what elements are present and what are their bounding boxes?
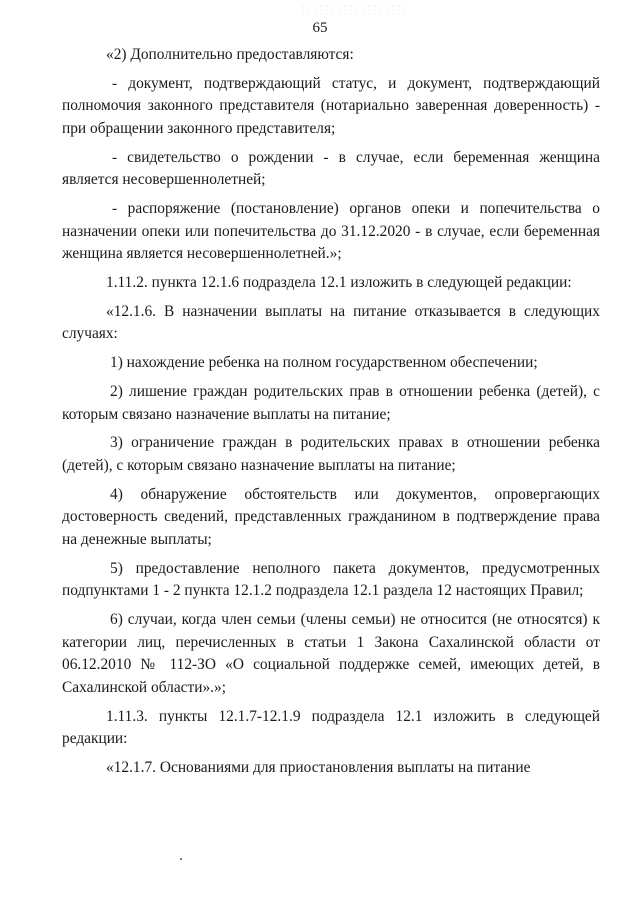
scan-speck — [180, 858, 182, 860]
list-item-3: 3) ограничение граждан в родительских правах в отношении ребенка (детей), с которым связано назначение выплаты на питание; — [62, 434, 600, 474]
paragraph-clause-1-11-3: 1.11.3. пункты 12.1.7-12.1.9 подраздела 12.1 изложить в следующей редакции: — [62, 707, 600, 748]
page-number: 65 — [312, 20, 328, 36]
list-item-6: 6) случаи, когда член семьи (члены семьи) не относится (не относятся) к категории лиц, перечисленных в статьи 1 Закона Сахалинской области от 06.12.2010 № 112-ЗО «О социальной поддержке семей, имеющих детей, в Сахалинской области».»; — [62, 611, 600, 696]
list-item-4: 4) обнаружение обстоятельств или документов, опровергающих достоверность сведений, представленных гражданином в подтверждение права на денежные выплаты; — [62, 485, 600, 548]
list-item-1: 1) нахождение ребенка на полном государственном обеспечении; — [110, 354, 538, 372]
document-body — [62, 44, 600, 786]
paragraph-clause-1-11-2: 1.11.2. пункта 12.1.6 подраздела 12.1 изложить в следующей редакции: — [106, 274, 572, 292]
paragraph-birth-certificate: - свидетельство о рождении - в случае, если беременная женщина является несовершеннолетней; — [62, 148, 600, 189]
list-item-2: 2) лишение граждан родительских прав в отношении ребенка (детей), с которым связано назначение выплаты на питание; — [62, 383, 600, 423]
paragraph-clause-12-1-6: «12.1.6. В назначении выплаты на питание отказывается в следующих случаях: — [62, 302, 600, 343]
scan-artifact — [300, 4, 410, 14]
paragraph-representative-docs: - документ, подтверждающий статус, и документ, подтверждающий полномочия законного представителя (нотариально заверенная доверенность) - при обращении законного представителя; — [62, 74, 600, 137]
list-item-5: 5) предоставление неполного пакета документов, предусмотренных подпунктами 1 - 2 пункта 12.1.2 подраздела 12.1 раздела 12 настоящих Правил; — [62, 559, 600, 600]
paragraph-clause-12-1-7: «12.1.7. Основаниями для приостановления выплаты на питание — [106, 759, 531, 777]
paragraph-guardianship-order: - распоряжение (постановление) органов опеки и попечительства о назначении опеки или попечительства до 31.12.2020 - в случае, если беременная женщина является несовершеннолетней.»; — [62, 200, 600, 263]
paragraph-additionally-provided: «2) Дополнительно предоставляются: — [106, 46, 354, 63]
